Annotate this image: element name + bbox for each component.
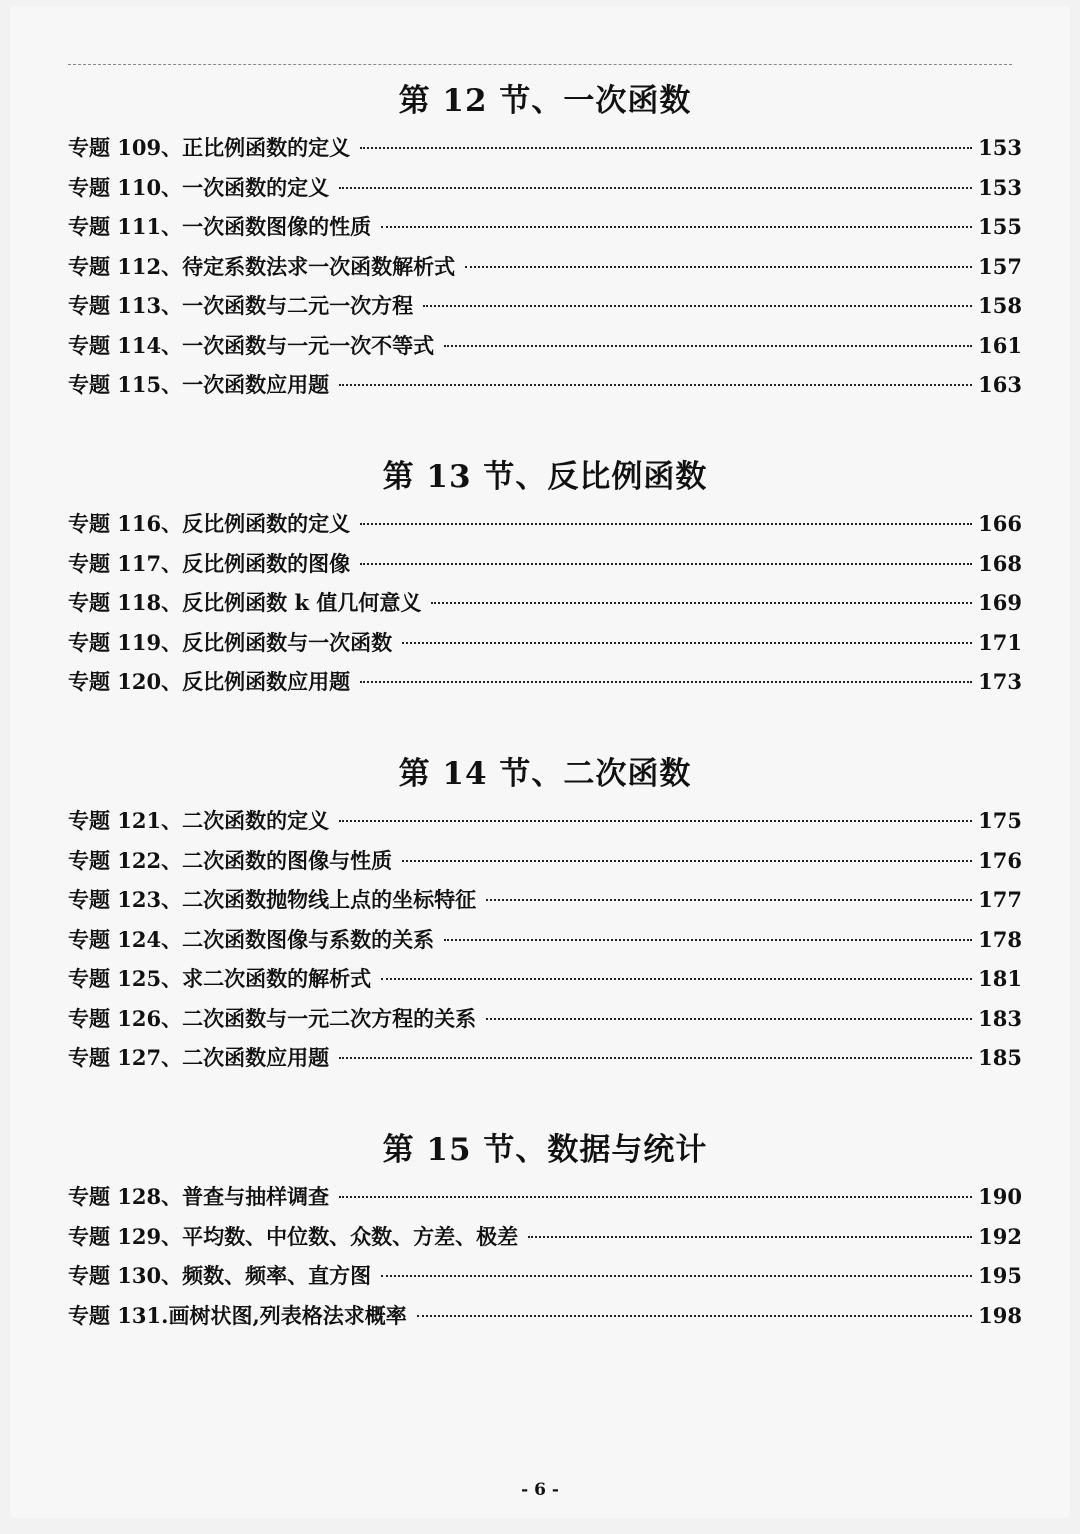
toc-entry[interactable]	[68, 286, 1022, 326]
toc-entry[interactable]	[68, 365, 1022, 405]
dot-leader	[444, 939, 972, 941]
dot-leader	[423, 305, 972, 307]
toc-entry[interactable]	[68, 168, 1022, 208]
dot-leader	[431, 602, 972, 604]
toc-entry[interactable]	[68, 1217, 1022, 1257]
toc-entry[interactable]	[68, 959, 1022, 999]
toc-entry-label: 专题 120、反比例函数应用题	[68, 669, 351, 694]
toc-entry[interactable]	[68, 1038, 1022, 1078]
toc-entry-page: 157	[978, 253, 1022, 279]
section-12	[68, 78, 1022, 405]
dot-leader	[402, 642, 972, 644]
toc-entry-label: 专题 110、一次函数的定义	[68, 174, 330, 200]
toc-entry[interactable]	[68, 1256, 1022, 1296]
toc-entry-page: 169	[978, 590, 1022, 615]
section-15	[68, 1127, 1022, 1335]
toc-entry-label: 专题 114、一次函数与一元一次不等式	[68, 332, 435, 358]
toc-entry-page: 168	[978, 550, 1022, 576]
toc-entry-label: 专题 129、平均数、中位数、众数、方差、极差	[68, 1223, 519, 1249]
dot-leader	[528, 1236, 972, 1238]
toc-entry-page: 173	[978, 669, 1022, 694]
toc-entry[interactable]	[68, 623, 1022, 663]
toc-entry[interactable]	[68, 1177, 1022, 1217]
toc-entry-label: 专题 127、二次函数应用题	[68, 1045, 330, 1070]
dot-leader	[465, 266, 972, 268]
section-13	[68, 454, 1022, 702]
toc-entry[interactable]	[68, 841, 1022, 881]
toc-entry-page: 185	[978, 1045, 1022, 1070]
toc-entry-page: 192	[978, 1223, 1022, 1249]
toc-entry[interactable]	[68, 583, 1022, 623]
toc-entry-label: 专题 130、频数、频率、直方图	[68, 1263, 372, 1288]
toc-entry-page: 155	[978, 214, 1022, 239]
toc-entry-page: 190	[978, 1184, 1022, 1209]
toc-entry-label: 专题 118、反比例函数 k 值几何意义	[68, 590, 422, 615]
toc-entry-label: 专题 128、普查与抽样调查	[68, 1184, 330, 1209]
dot-leader	[360, 147, 972, 149]
toc-entry-label: 专题 123、二次函数抛物线上点的坐标特征	[68, 887, 477, 912]
toc-entry-label: 专题 122、二次函数的图像与性质	[68, 847, 393, 873]
toc-entry-page: 166	[978, 511, 1022, 536]
page-number: - 6 -	[521, 1480, 559, 1500]
toc-entry[interactable]	[68, 504, 1022, 544]
toc-entry[interactable]	[68, 801, 1022, 841]
toc-entry-label: 专题 116、反比例函数的定义	[68, 511, 351, 536]
toc-entry-label: 专题 115、一次函数应用题	[68, 372, 330, 397]
dot-leader	[486, 1018, 972, 1020]
section-title: 第 15 节、数据与统计	[382, 1132, 708, 1168]
dot-leader	[381, 226, 972, 228]
toc-entry[interactable]	[68, 326, 1022, 366]
toc-entry[interactable]	[68, 1296, 1022, 1336]
toc-entry-page: 158	[978, 293, 1022, 318]
dot-leader	[360, 563, 972, 565]
section-title: 第 13 节、反比例函数	[382, 459, 708, 495]
toc-entry[interactable]	[68, 207, 1022, 247]
toc-entry-page: 198	[978, 1302, 1022, 1328]
toc-entry-label: 专题 131.画树状图,列表格法求概率	[68, 1302, 407, 1328]
toc-entry[interactable]	[68, 880, 1022, 920]
dot-leader	[402, 860, 972, 862]
toc-entry-page: 181	[978, 966, 1022, 991]
dot-leader	[417, 1315, 972, 1317]
toc-entry-label: 专题 124、二次函数图像与系数的关系	[68, 926, 435, 952]
toc-entry-page: 161	[978, 332, 1022, 358]
dot-leader	[339, 187, 972, 189]
toc-entry-label: 专题 111、一次函数图像的性质	[68, 214, 372, 239]
toc-entry-page: 163	[978, 372, 1022, 397]
toc-entry-label: 专题 121、二次函数的定义	[68, 808, 330, 833]
toc-entry[interactable]	[68, 662, 1022, 702]
dot-leader	[360, 523, 972, 525]
toc-entry-label: 专题 126、二次函数与一元二次方程的关系	[68, 1005, 477, 1031]
toc-entry-page: 195	[978, 1263, 1022, 1288]
toc-entry-page: 153	[978, 174, 1022, 200]
toc-entry-label: 专题 119、反比例函数与一次函数	[68, 629, 393, 655]
dot-leader	[339, 1196, 972, 1198]
toc-entry-page: 178	[978, 926, 1022, 952]
dot-leader	[339, 1057, 972, 1059]
toc-entry[interactable]	[68, 128, 1022, 168]
toc-entry[interactable]	[68, 247, 1022, 287]
document-page	[10, 6, 1070, 1518]
toc-entry-page: 183	[978, 1005, 1022, 1031]
toc-entry[interactable]	[68, 920, 1022, 960]
dot-leader	[444, 345, 972, 347]
dot-leader	[381, 1275, 972, 1277]
dot-leader	[339, 820, 972, 822]
toc-entry[interactable]	[68, 544, 1022, 584]
toc-entry-page: 177	[978, 887, 1022, 912]
dot-leader	[486, 899, 972, 901]
section-title: 第 12 节、一次函数	[398, 83, 692, 119]
toc-entry-label: 专题 125、求二次函数的解析式	[68, 966, 372, 991]
toc-entry-page: 176	[978, 847, 1022, 873]
dot-leader	[360, 681, 972, 683]
dot-leader	[339, 384, 972, 386]
toc-entry-page: 175	[978, 808, 1022, 833]
dot-leader	[381, 978, 972, 980]
toc-entry-page: 153	[978, 135, 1022, 160]
toc-entry-label: 专题 117、反比例函数的图像	[68, 550, 351, 576]
toc-entry-label: 专题 109、正比例函数的定义	[68, 135, 351, 160]
top-divider	[68, 64, 1012, 65]
section-title: 第 14 节、二次函数	[398, 756, 692, 792]
toc-entry-label: 专题 112、待定系数法求一次函数解析式	[68, 253, 456, 279]
toc-entry-page: 171	[978, 629, 1022, 655]
toc-entry[interactable]	[68, 999, 1022, 1039]
toc-entry-label: 专题 113、一次函数与二元一次方程	[68, 293, 414, 318]
section-14	[68, 751, 1022, 1078]
